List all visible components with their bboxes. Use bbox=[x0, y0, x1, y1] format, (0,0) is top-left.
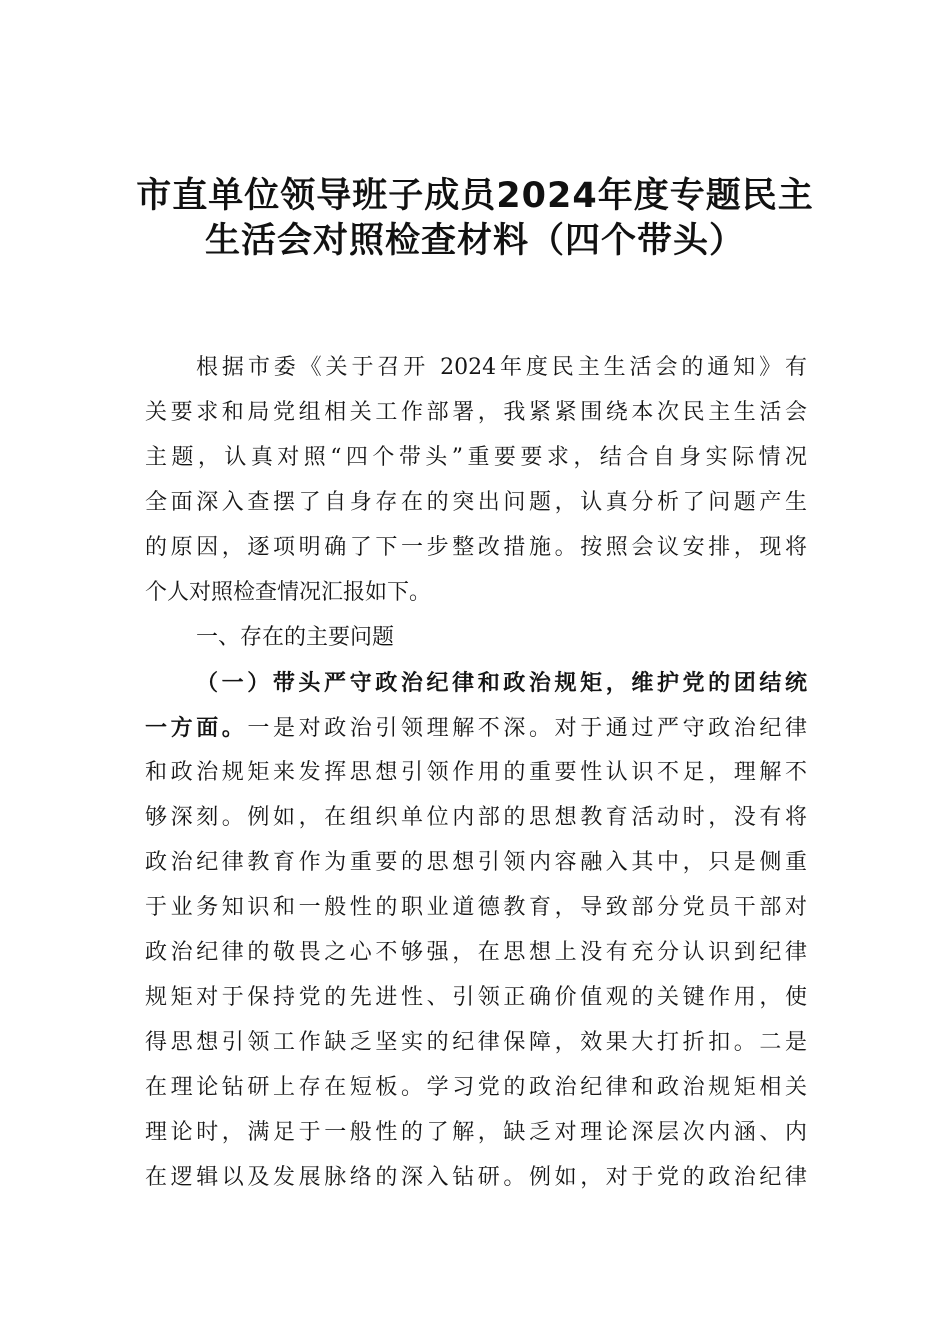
body-paragraph-line: 于业务知识和一般性的职业道德教育，导致部分党员干部对 bbox=[145, 895, 807, 920]
body-paragraph-line: 在理论钻研上存在短板。学习党的政治纪律和政治规矩相关 bbox=[145, 1075, 807, 1100]
body-paragraph-line: 政治纪律教育作为重要的思想引领内容融入其中，只是侧重 bbox=[145, 850, 807, 875]
intro-paragraph-line: 个人对照检查情况汇报如下。 bbox=[145, 580, 432, 605]
body-paragraph-line: 理论时，满足于一般性的了解，缺乏对理论深层次内涵、内 bbox=[145, 1120, 807, 1145]
intro-paragraph-line: 的原因，逐项明确了下一步整改措施。按照会议安排，现将 bbox=[145, 535, 807, 560]
body-paragraph-line: 够深刻。例如，在组织单位内部的思想教育活动时，没有将 bbox=[145, 805, 807, 830]
body-paragraph-line: 得思想引领工作缺乏坚实的纪律保障，效果大打折扣。二是 bbox=[145, 1030, 807, 1055]
intro-paragraph-line: 主题，认真对照“四个带头”重要要求，结合自身实际情况 bbox=[145, 445, 807, 470]
body-paragraph-line: 规矩对于保持党的先进性、引领正确价值观的关键作用，使 bbox=[145, 985, 807, 1010]
body-paragraph-line: 和政治规矩来发挥思想引领作用的重要性认识不足，理解不 bbox=[145, 760, 807, 785]
intro-paragraph-line: 关要求和局党组相关工作部署，我紧紧围绕本次民主生活会 bbox=[145, 400, 807, 425]
document-title-line-1: 市直单位领导班子成员2024年度专题民主 bbox=[136, 176, 814, 216]
intro-paragraph-line: 全面深入查摆了自身存在的突出问题，认真分析了问题产生 bbox=[145, 490, 807, 515]
document-title-line-2: 生活会对照检查材料（四个带头） bbox=[204, 221, 745, 261]
subsection-text: 一是对政治引领理解不深。对于通过严守政治纪律 bbox=[247, 716, 807, 741]
body-paragraph-line: 在逻辑以及发展脉络的深入钻研。例如，对于党的政治纪律 bbox=[145, 1165, 807, 1190]
intro-paragraph-line: 根据市委《关于召开 2024年度民主生活会的通知》有 bbox=[196, 355, 807, 380]
subsection-heading-end: 一方面。 bbox=[145, 715, 248, 741]
body-paragraph-line: 政治纪律的敬畏之心不够强，在思想上没有充分认识到纪律 bbox=[145, 940, 807, 965]
section-heading: 一、存在的主要问题 bbox=[196, 625, 395, 650]
subsection-heading: （一）带头严守政治纪律和政治规矩，维护党的团结统 bbox=[196, 670, 807, 696]
subsection-line bbox=[145, 714, 807, 742]
